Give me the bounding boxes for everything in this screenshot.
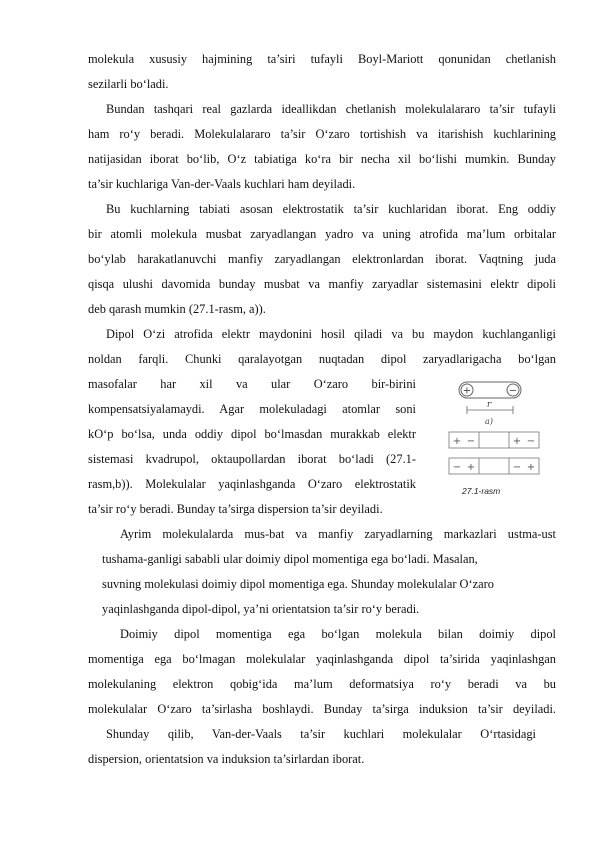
text-line: ta’sir ro‘y beradi. Bunday ta’sirga dispersion ta’sir deyiladi. [88,502,383,516]
text-line: sistemasi kvadrupol, oktaupollardan iborat bo‘ladi (27.1- [88,452,416,466]
text-line: Dipol O‘zi atrofida elektr maydonini hosil qiladi va bu maydon kuchlanganligi [106,327,556,341]
text-line: kompensatsiyalamaydi. Agar molekuladagi atomlar soni [88,402,416,416]
dipole-a [459,382,521,426]
dipole-diagram [447,380,557,500]
plus-sign: + [526,462,536,473]
minus-sign: − [512,462,522,473]
text-line: molekula xususiy hajmining ta’siri tufayli Boyl-Mariott qonunidan chetlanish [88,52,556,66]
minus-sign: − [452,462,462,473]
label-a: a) [485,417,493,426]
figure-caption: 27.1-rasm [462,486,501,496]
text-line: dispersion, orientatsion va induksion ta’sirlardan iborat. [88,752,365,766]
text-line: ta’sir kuchlariga Van-der-Vaals kuchlari ham deyiladi. [88,177,356,191]
text-line: yaqinlashganda dipol-dipol, ya’ni orientatsion ta’sir ro‘y beradi. [102,602,420,616]
text-line: qisqa ulushi davomida bunday musbat va manfiy zaryadlar sistemasini elektr dipoli [88,277,556,291]
plus-sign: + [512,436,522,447]
minus-sign: − [466,436,476,447]
text-line: suvning molekulasi doimiy dipol momentiga ega. Shunday molekulalar O‘zaro [102,577,494,591]
text-line: Shunday qilib, Van-der-Vaals ta’sir kuchlari molekulalar O‘rtasidagi [106,727,536,741]
distance-label: r [486,400,492,410]
text-line: bo‘ylab harakatlanuvchi manfiy zaryadlangan elektronlardan iborat. Vaqtning juda [88,252,556,266]
minus-sign: − [508,385,518,397]
text-line: sezilarli bo‘ladi. [88,77,169,91]
figure-27-1 [447,380,557,500]
text-line: masofalar har xil va ular O‘zaro bir-birini [88,377,416,391]
text-line: natijasidan iborat bo‘lib, O‘z tabiatiga ko‘ra bir necha xil bo‘lishi mumkin. Bunday [88,152,556,166]
minus-sign: − [526,436,536,447]
plus-sign: + [466,462,476,473]
text-line: ham ro‘y beradi. Molekulalararo ta’sir O‘zaro tortishish va itarishish kuchlarining [88,127,556,141]
text-line: rasm,b)). Molekulalar yaqinlashganda O‘zaro elektrostatik [88,477,416,491]
text-line: molekulaning elektron qobig‘ida ma’lum deformatsiya ro‘y beradi va bu [88,677,556,691]
text-line: Bundan tashqari real gazlarda ideallikdan chetlanish molekulalararo ta’sir tufayli [106,102,556,116]
text-line: noldan farqli. Chunki qaralayotgan nuqtadan dipol zaryadlarigacha bo‘lgan [88,352,556,366]
plus-sign: + [462,385,472,397]
plus-sign: + [452,436,462,447]
text-line: kO‘p bo‘lsa, unda oddiy dipol bo‘lmasdan murakkab elektr [88,427,416,441]
text-line: Doimiy dipol momentiga ega bo‘lgan molekula bilan doimiy dipol [120,627,556,641]
text-line: tushama-ganligi sababli ular doimiy dipol momentiga ega bo‘ladi. Masalan, [102,552,478,566]
text-line: molekulalar O‘zaro ta’sirlasha boshlaydi. Bunday ta’sirga induksion ta’sir deyiladi. [88,702,556,716]
text-line: Ayrim molekulalarda mus-bat va manfiy zaryadlarning markazlari ustma-ust [120,527,556,541]
text-line: Bu kuchlarning tabiati asosan elektrostatik ta’sir kuchlaridan iborat. Eng oddiy [106,202,556,216]
quadrupole-b [449,432,539,474]
text-line: deb qarash mumkin (27.1-rasm, a)). [88,302,266,316]
text-line: momentiga ega bo‘lmagan molekulalar yaqinlashganda dipol ta’sirida yaqinlashgan [88,652,556,666]
text-line: bir atomli molekula musbat zaryadlangan yadro va uning atrofida ma’lum orbitalar [88,227,556,241]
